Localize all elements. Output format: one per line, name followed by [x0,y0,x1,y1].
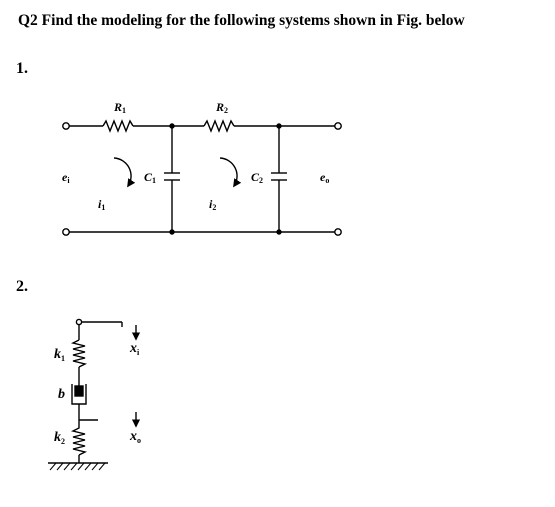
damper-b [72,380,86,404]
label-i1: i1 [98,197,106,212]
label-k1: $k_1$ [54,347,65,363]
label-xi: $x_i$ [130,341,140,357]
label-ei: ei [62,170,70,185]
label-b: b [58,387,65,402]
input-node [76,319,81,324]
spring-k2 [73,420,85,455]
label-c1: C1 [144,170,157,185]
ground-hatch [50,463,105,470]
output-terminal-bottom [335,229,341,235]
rc-circuit-diagram [63,121,341,235]
label-r2: R2 [216,100,229,115]
loop-current-arrow-1 [114,158,131,186]
label-eo: eo [320,170,330,185]
resistor-r1 [103,121,133,131]
output-terminal-top [335,123,341,129]
resistor-r2 [204,121,234,131]
loop-current-arrow-2 [220,158,237,186]
label-r1: R1 [114,100,127,115]
question-title: Q2 Find the modeling for the following systems shown in Fig. below [18,12,465,29]
label-c2: C2 [251,170,264,185]
item-number-2: 2. [16,278,28,295]
input-terminal-bottom [63,229,69,235]
spring-k1 [73,340,85,367]
label-k2: $k_2$ [54,430,65,446]
label-i2: i2 [209,197,217,212]
label-xo: $x_o$ [130,429,141,445]
item-number-1: 1. [16,60,28,77]
input-terminal-top [63,123,69,129]
